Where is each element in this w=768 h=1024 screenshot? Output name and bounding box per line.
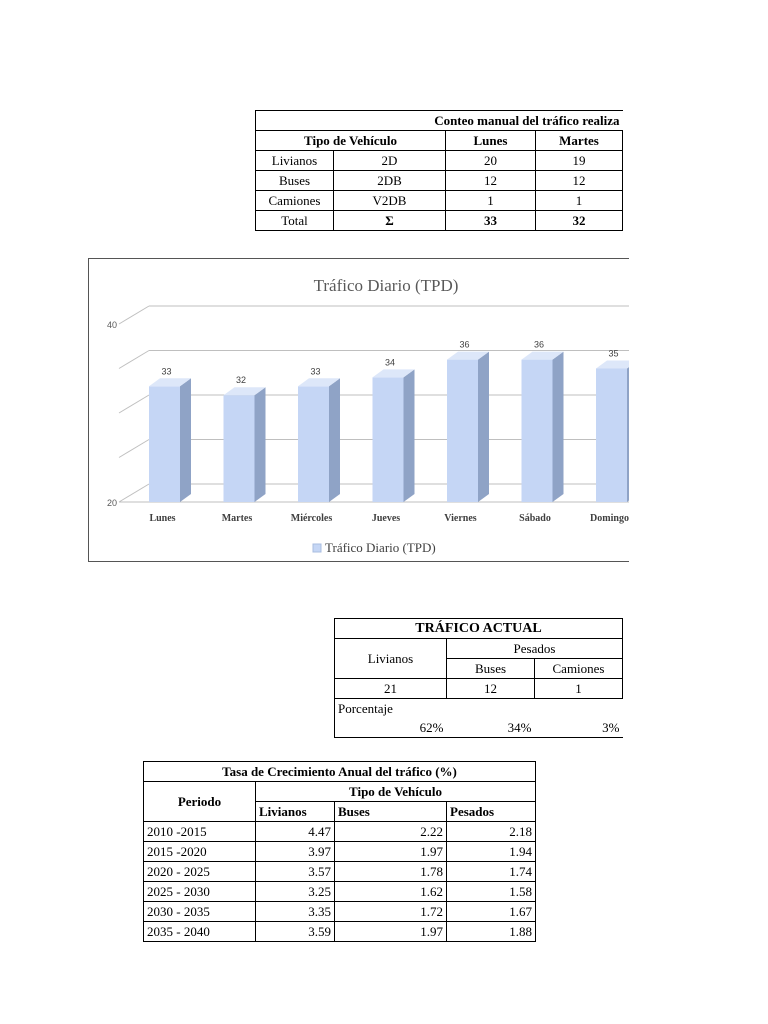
bar-domingo (596, 361, 629, 503)
gridline-diagonal (119, 306, 149, 324)
martes-total: 32 (536, 211, 623, 231)
bar-side (627, 361, 629, 503)
header-lunes: Lunes (446, 131, 536, 151)
buses-rate: 1.97 (335, 922, 447, 942)
y-tick-label: 20 (106, 498, 117, 508)
x-tick-label: Miércoles (290, 513, 333, 524)
bar-side (404, 369, 415, 502)
traffic-count-table (255, 110, 623, 231)
data-label: 34 (384, 357, 396, 368)
bar-side (180, 378, 191, 502)
bar-face (298, 386, 329, 502)
periodo-header: Periodo (144, 782, 256, 822)
period-cell: 2035 - 2040 (144, 922, 256, 942)
gridline-diagonal (119, 484, 149, 502)
gridline-diagonal (119, 440, 149, 458)
period-cell: 2010 -2015 (144, 822, 256, 842)
bar-top (596, 361, 629, 369)
traffic-count-title: Conteo manual del tráfico realiza (256, 111, 623, 131)
bar-miércoles (298, 378, 340, 502)
bar-viernes (447, 352, 489, 502)
period-cell: 2015 -2020 (144, 842, 256, 862)
bar-face (373, 377, 404, 502)
vehicle-type-header: Tipo de Vehículo (256, 782, 536, 802)
x-axis-labels (149, 513, 629, 524)
bar-side (478, 352, 489, 502)
bar-face (224, 395, 255, 502)
livianos-rate: 3.59 (256, 922, 335, 942)
total-label: Total (256, 211, 334, 231)
lunes-count: 1 (446, 191, 536, 211)
buses-col-header: Buses (335, 802, 447, 822)
bar-face (149, 386, 180, 502)
x-tick-label: Lunes (149, 513, 176, 524)
pesados-rate: 1.88 (447, 922, 536, 942)
chart-title: Tráfico Diario (TPD) (313, 276, 459, 295)
gridline-diagonal (119, 395, 149, 413)
pesados-rate: 1.58 (447, 882, 536, 902)
table-row (144, 822, 536, 842)
percent-row (335, 718, 623, 738)
buses-rate: 1.72 (335, 902, 447, 922)
table-row (256, 191, 623, 211)
martes-count: 1 (536, 191, 623, 211)
period-cell: 2025 - 2030 (144, 882, 256, 902)
buses-percent: 34% (447, 718, 535, 738)
camiones-value: 1 (535, 679, 623, 699)
bar-side (553, 352, 564, 502)
pesados-rate: 1.67 (447, 902, 536, 922)
legend-swatch (313, 544, 321, 552)
vehicle-code: V2DB (334, 191, 446, 211)
livianos-rate: 3.57 (256, 862, 335, 882)
data-label: 32 (235, 375, 247, 386)
x-tick-label: Martes (221, 513, 253, 524)
martes-count: 19 (536, 151, 623, 171)
pesados-header: Pesados (447, 639, 623, 659)
camiones-percent: 3% (535, 718, 623, 738)
header-martes: Martes (536, 131, 623, 151)
total-row (256, 211, 623, 231)
table-row (144, 842, 536, 862)
data-label: 35 (608, 348, 619, 359)
buses-rate: 1.97 (335, 842, 447, 862)
table-row (144, 922, 536, 942)
buses-header: Buses (447, 659, 535, 679)
camiones-header: Camiones (535, 659, 623, 679)
martes-count: 12 (536, 171, 623, 191)
pesados-rate: 1.94 (447, 842, 536, 862)
vehicle-type: Camiones (256, 191, 334, 211)
livianos-rate: 3.25 (256, 882, 335, 902)
y-axis-ticks (107, 320, 117, 508)
pesados-col-header: Pesados (447, 802, 536, 822)
porcentaje-label: Porcentaje (335, 699, 623, 719)
table-row (144, 882, 536, 902)
vehicle-type: Buses (256, 171, 334, 191)
table-row (144, 902, 536, 922)
legend-label: Tráfico Diario (TPD) (325, 540, 436, 555)
livianos-header: Livianos (335, 639, 447, 679)
table-row (335, 679, 623, 699)
data-label: 33 (161, 366, 172, 377)
y-tick-label: 40 (106, 320, 117, 330)
growth-rate-title: Tasa de Crecimiento Anual del tráfico (%) (144, 762, 536, 782)
bar-face (447, 360, 478, 502)
bar-lunes (149, 378, 191, 502)
pesados-rate: 2.18 (447, 822, 536, 842)
x-tick-label: Jueves (371, 513, 401, 524)
livianos-rate: 3.35 (256, 902, 335, 922)
vehicle-code: 2DB (334, 171, 446, 191)
current-traffic-title: TRÁFICO ACTUAL (335, 619, 623, 639)
chart-bars (149, 340, 629, 502)
livianos-rate: 3.97 (256, 842, 335, 862)
period-cell: 2030 - 2035 (144, 902, 256, 922)
x-tick-label: Viernes (444, 513, 477, 524)
buses-rate: 2.22 (335, 822, 447, 842)
bar-face (522, 360, 553, 502)
x-tick-label: Sábado (519, 513, 551, 524)
bar-jueves (373, 369, 415, 502)
data-label: 36 (533, 339, 545, 350)
bar-side (255, 387, 266, 502)
chart-canvas (89, 259, 629, 561)
x-tick-label: Domingo (590, 513, 629, 524)
vehicle-type: Livianos (256, 151, 334, 171)
buses-rate: 1.78 (335, 862, 447, 882)
data-label: 33 (310, 366, 321, 377)
lunes-total: 33 (446, 211, 536, 231)
table-row (256, 151, 623, 171)
bar-side (329, 378, 340, 502)
pesados-rate: 1.74 (447, 862, 536, 882)
header-vehicle-type: Tipo de Vehículo (256, 131, 446, 151)
buses-rate: 1.62 (335, 882, 447, 902)
lunes-count: 12 (446, 171, 536, 191)
table-row (144, 862, 536, 882)
bar-sábado (522, 352, 564, 502)
traffic-chart (88, 258, 629, 562)
table-row (256, 171, 623, 191)
livianos-rate: 4.47 (256, 822, 335, 842)
lunes-count: 20 (446, 151, 536, 171)
growth-rate-table (143, 761, 536, 942)
current-traffic-table (334, 618, 623, 738)
sum-symbol: Σ (334, 211, 446, 231)
livianos-value: 21 (335, 679, 447, 699)
gridline-diagonal (119, 351, 149, 369)
period-cell: 2020 - 2025 (144, 862, 256, 882)
buses-value: 12 (447, 679, 535, 699)
livianos-col-header: Livianos (256, 802, 335, 822)
data-label: 36 (459, 339, 470, 350)
vehicle-code: 2D (334, 151, 446, 171)
livianos-percent: 62% (335, 718, 447, 738)
bar-face (596, 369, 627, 503)
bar-martes (224, 387, 266, 502)
